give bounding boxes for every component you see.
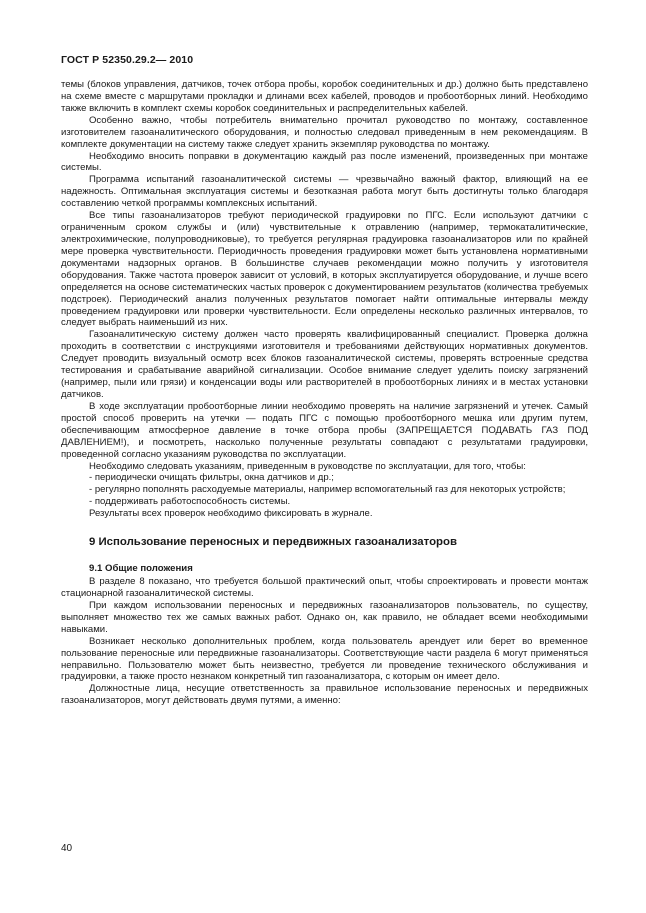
paragraph: темы (блоков управления, датчиков, точек отбора пробы, коробок соединительных и др.) должно быть представлено на схеме вместе с маршрутами прокладки и длинами всех кабелей, проводов и пробоотборных линий. Необходимо также включить в комплект схемы коробок соединительных и распределительных кабелей.	[61, 79, 588, 114]
paragraph: Результаты всех проверок необходимо фиксировать в журнале.	[89, 508, 373, 520]
paragraph-group-lower	[61, 576, 588, 707]
paragraph: При каждом использовании переносных и передвижных газоанализаторов пользователь, по существу, выполняет множество тех же самых важных работ. Однако он, как правило, не обладает всеми необходимыми навыками.	[61, 599, 588, 635]
paragraph: - поддерживать работоспособность системы.	[89, 496, 291, 508]
paragraph: Программа испытаний газоаналитической системы — чрезвычайно важный фактор, влияющий на ее надежность. Оптимальная эксплуатация системы и безотказная работа могут быть достигнуты только благодаря составлению четкой программы комплексных испытаний.	[61, 174, 588, 210]
paragraph: - регулярно пополнять расходуемые материалы, например вспомогательный газ для некоторых устройств;	[89, 484, 566, 496]
paragraph-group-upper	[61, 79, 588, 520]
paragraph: Возникает несколько дополнительных проблем, когда пользователь арендует или берет во временное пользование переносные или передвижные газоанализаторы. Соответствующие части раздела 6 могут применяться неправильно. Пользователю может быть неизвестно, требуется ли проведение технического обслуживания и градуировки, а также просто незнаком конкретный тип газоанализатора, с которым он имеет дело.	[61, 635, 588, 683]
section-heading: 9 Использование переносных и передвижных газоанализаторов	[89, 536, 457, 549]
page-number: 40	[61, 843, 73, 854]
paragraph: - периодически очищать фильтры, окна датчиков и др.;	[89, 472, 334, 484]
paragraph: Особенно важно, чтобы потребитель внимательно прочитал руководство по монтажу, составленное изготовителем газоаналитического оборудования, и полностью следовал приведенным в нем рекомендациям. В комплекте документации на систему также следует хранить экземпляр руководства по монтажу.	[61, 114, 588, 150]
paragraph: Должностные лица, несущие ответственность за правильное использование переносных и передвижных газоанализаторов, могут действовать двумя путями, а именно:	[61, 683, 588, 707]
paragraph: В разделе 8 показано, что требуется большой практический опыт, чтобы спроектировать и провести монтаж стационарной газоаналитической системы.	[61, 576, 588, 600]
document-header: ГОСТ Р 52350.29.2— 2010	[61, 54, 194, 66]
subsection-heading: 9.1 Общие положения	[89, 563, 193, 575]
page-content	[61, 79, 588, 707]
paragraph: Газоаналитическую систему должен часто проверять квалифицированный специалист. Проверка должна проходить в соответствии с инструкциями изготовителя и требованиями действующих нормативных документов. Следует проводить визуальный осмотр всех блоков газоаналитической системы, проверять встроенные средства тестирования и срабатывание аварийной сигнализации. Особое внимание следует уделить поиску загрязнений (например, пыли или грязи) и конденсации воды или растворителей в пробоотборных линиях и в местах установки датчиков.	[61, 329, 588, 400]
paragraph: Все типы газоанализаторов требуют периодической градуировки по ПГС. Если используют датчики с ограниченным сроком службы и (или) чувствительные к отравлению (например, термокаталитические, электрохимические, полупроводниковые), то требуется регулярная градуировка газоанализаторов или по крайней мере проверка чувствительности. Периодичность проведения градуировки может быть установлена нормативными документами надзорных органов. В большинстве случаев рекомендации можно получить у изготовителя оборудования. Также частота проверок зависит от условий, в которых эксплуатируется оборудование, и лучше всего определяется на основе систематических частых проверок с документированием результатов (количества требуемых подстроек). Периодический анализ полученных результатов помогает найти оптимальные интервалы между проведением градуировки или проверки чувствительности. Если определены несколько различных интервалов, то следует выбрать наименьший из них.	[61, 210, 588, 329]
paragraph: В ходе эксплуатации пробоотборные линии необходимо проверять на наличие загрязнений и утечек. Самый простой способ проверить на утечки — подать ПГС с помощью пробоотборного мешка или другим путем, обеспечивающим атмосферное давление в точке отбора пробы (ЗАПРЕЩАЕТСЯ ПОДАВАТЬ ГАЗ ПОД ДАВЛЕНИЕМ!), и посмотреть, насколько полученные результаты совпадают с результатами градуировки, проведенной согласно указаниям руководства по эксплуатации.	[61, 400, 588, 460]
paragraph: Необходимо вносить поправки в документацию каждый раз после изменений, произведенных при монтаже системы.	[61, 150, 588, 174]
paragraph: Необходимо следовать указаниям, приведенным в руководстве по эксплуатации, для того, чтобы:	[89, 460, 526, 472]
